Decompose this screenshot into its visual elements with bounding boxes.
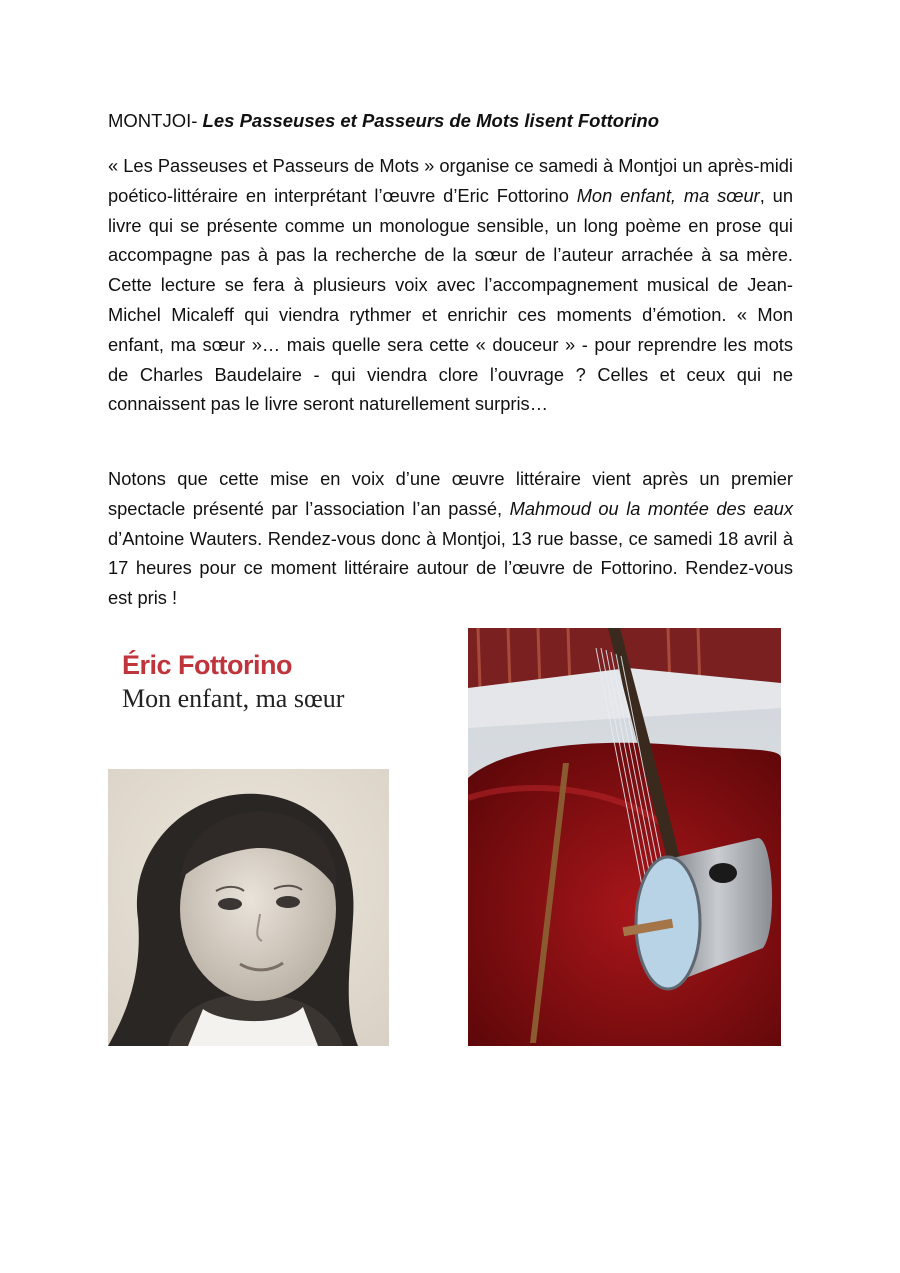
p2-text-a: Notons que cette mise en voix d’une œuvre littéraire vient après un premier spectacle présenté par l’association l’an passé, [108, 468, 793, 519]
book-cover-image [108, 628, 390, 1046]
title-italic: Les Passeuses et Passeurs de Mots lisent Fottorino [202, 110, 660, 131]
p2-text-c: d’Antoine Wauters. Rendez-vous donc à Montjoi, 13 rue basse, ce samedi 18 avril à 17 heures pour ce moment littéraire autour de l’œuvre de Fottorino. Rendez-vous est pris ! [108, 527, 793, 609]
article-title [108, 108, 808, 134]
paragraph-1 [108, 151, 793, 419]
harp-instrument-photo [468, 628, 781, 1046]
cover-title: Mon enfant, ma sœur [122, 684, 345, 713]
paragraph-2 [108, 464, 793, 613]
p1-text-c: , un livre qui se présente comme un monologue sensible, un long poème en prose qui accompagne pas à pas la recherche de la sœur de l’auteur arrachée à sa mère. Cette lecture se fera à plusieurs voix avec l’accompagnement musical de Jean-Michel Micaleff qui viendra rythmer et enrichir ces moments d’émotion. « Mon enfant, ma sœur »… mais quelle sera cette « douceur » - pour reprendre les mots de Charles Baudelaire - qui viendra clore l’ouvrage ? Celles et ceux qui ne connaissent pas le livre seront naturellement surpris… [108, 184, 793, 415]
child-portrait-photo [108, 769, 389, 1046]
cover-author: Éric Fottorino [122, 650, 292, 680]
p2-play-title: Mahmoud ou la montée des eaux [509, 497, 793, 519]
title-prefix: MONTJOI- [108, 110, 203, 131]
p1-text-a: « Les Passeuses et Passeurs de Mots » organise ce samedi à Montjoi un après-midi poético-littéraire en interprétant l’œuvre d’Eric Fottorino [108, 155, 793, 206]
p1-book-title: Mon enfant, ma sœur [576, 184, 760, 206]
